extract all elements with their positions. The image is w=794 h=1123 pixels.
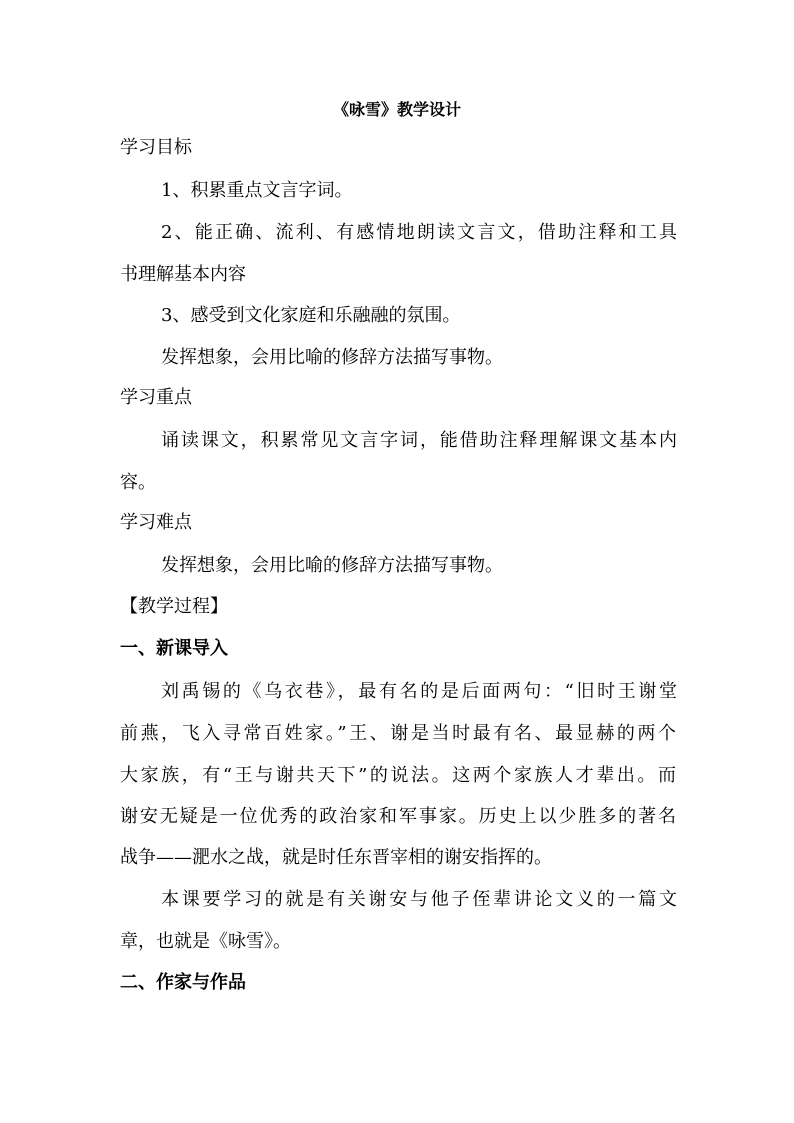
key-points-line-1: 诵读课文，积累常见文言字词，能借助注释理解课文基本内 — [161, 430, 677, 451]
difficulties-heading: 学习难点 — [120, 512, 192, 533]
intro-para-1-line-2: 前燕，飞入寻常百姓家。”王、谢是当时最有名、最显赫的两个 — [120, 723, 676, 744]
objective-4: 发挥想象，会用比喻的修辞方法描写事物。 — [161, 347, 503, 368]
key-points-line-2: 容。 — [120, 472, 156, 493]
objective-2-line-1: 2、能正确、流利、有感情地朗读文言文，借助注释和工具 — [161, 222, 677, 243]
intro-para-1-line-5: 战争——淝水之战，就是时任东晋宰相的谢安指挥的。 — [120, 847, 552, 868]
section-1-heading: 一、新课导入 — [120, 638, 228, 659]
objective-3: 3、感受到文化家庭和乐融融的氛围。 — [161, 305, 461, 326]
difficulties-text: 发挥想象，会用比喻的修辞方法描写事物。 — [161, 555, 503, 576]
objectives-heading: 学习目标 — [120, 137, 192, 158]
intro-para-2-line-2: 章，也就是《咏雪》。 — [120, 931, 291, 952]
intro-para-1-line-1: 刘禹锡的《乌衣巷》，最有名的是后面两句：“旧时王谢堂 — [161, 681, 677, 702]
section-2-heading: 二、作家与作品 — [120, 972, 246, 993]
intro-para-1-line-3: 大家族，有“王与谢共天下”的说法。这两个家族人才辈出。而 — [120, 765, 676, 786]
process-heading: 【教学过程】 — [120, 596, 228, 617]
objective-1: 1、积累重点文言字词。 — [161, 180, 353, 201]
objective-2-line-2: 书理解基本内容 — [120, 264, 246, 285]
intro-para-1-line-4: 谢安无疑是一位优秀的政治家和军事家。历史上以少胜多的著名 — [120, 806, 676, 827]
intro-para-2-line-1: 本课要学习的就是有关谢安与他子侄辈讲论文义的一篇文 — [161, 889, 677, 910]
key-points-heading: 学习重点 — [120, 387, 192, 408]
document-title: 《咏雪》教学设计 — [332, 100, 461, 119]
